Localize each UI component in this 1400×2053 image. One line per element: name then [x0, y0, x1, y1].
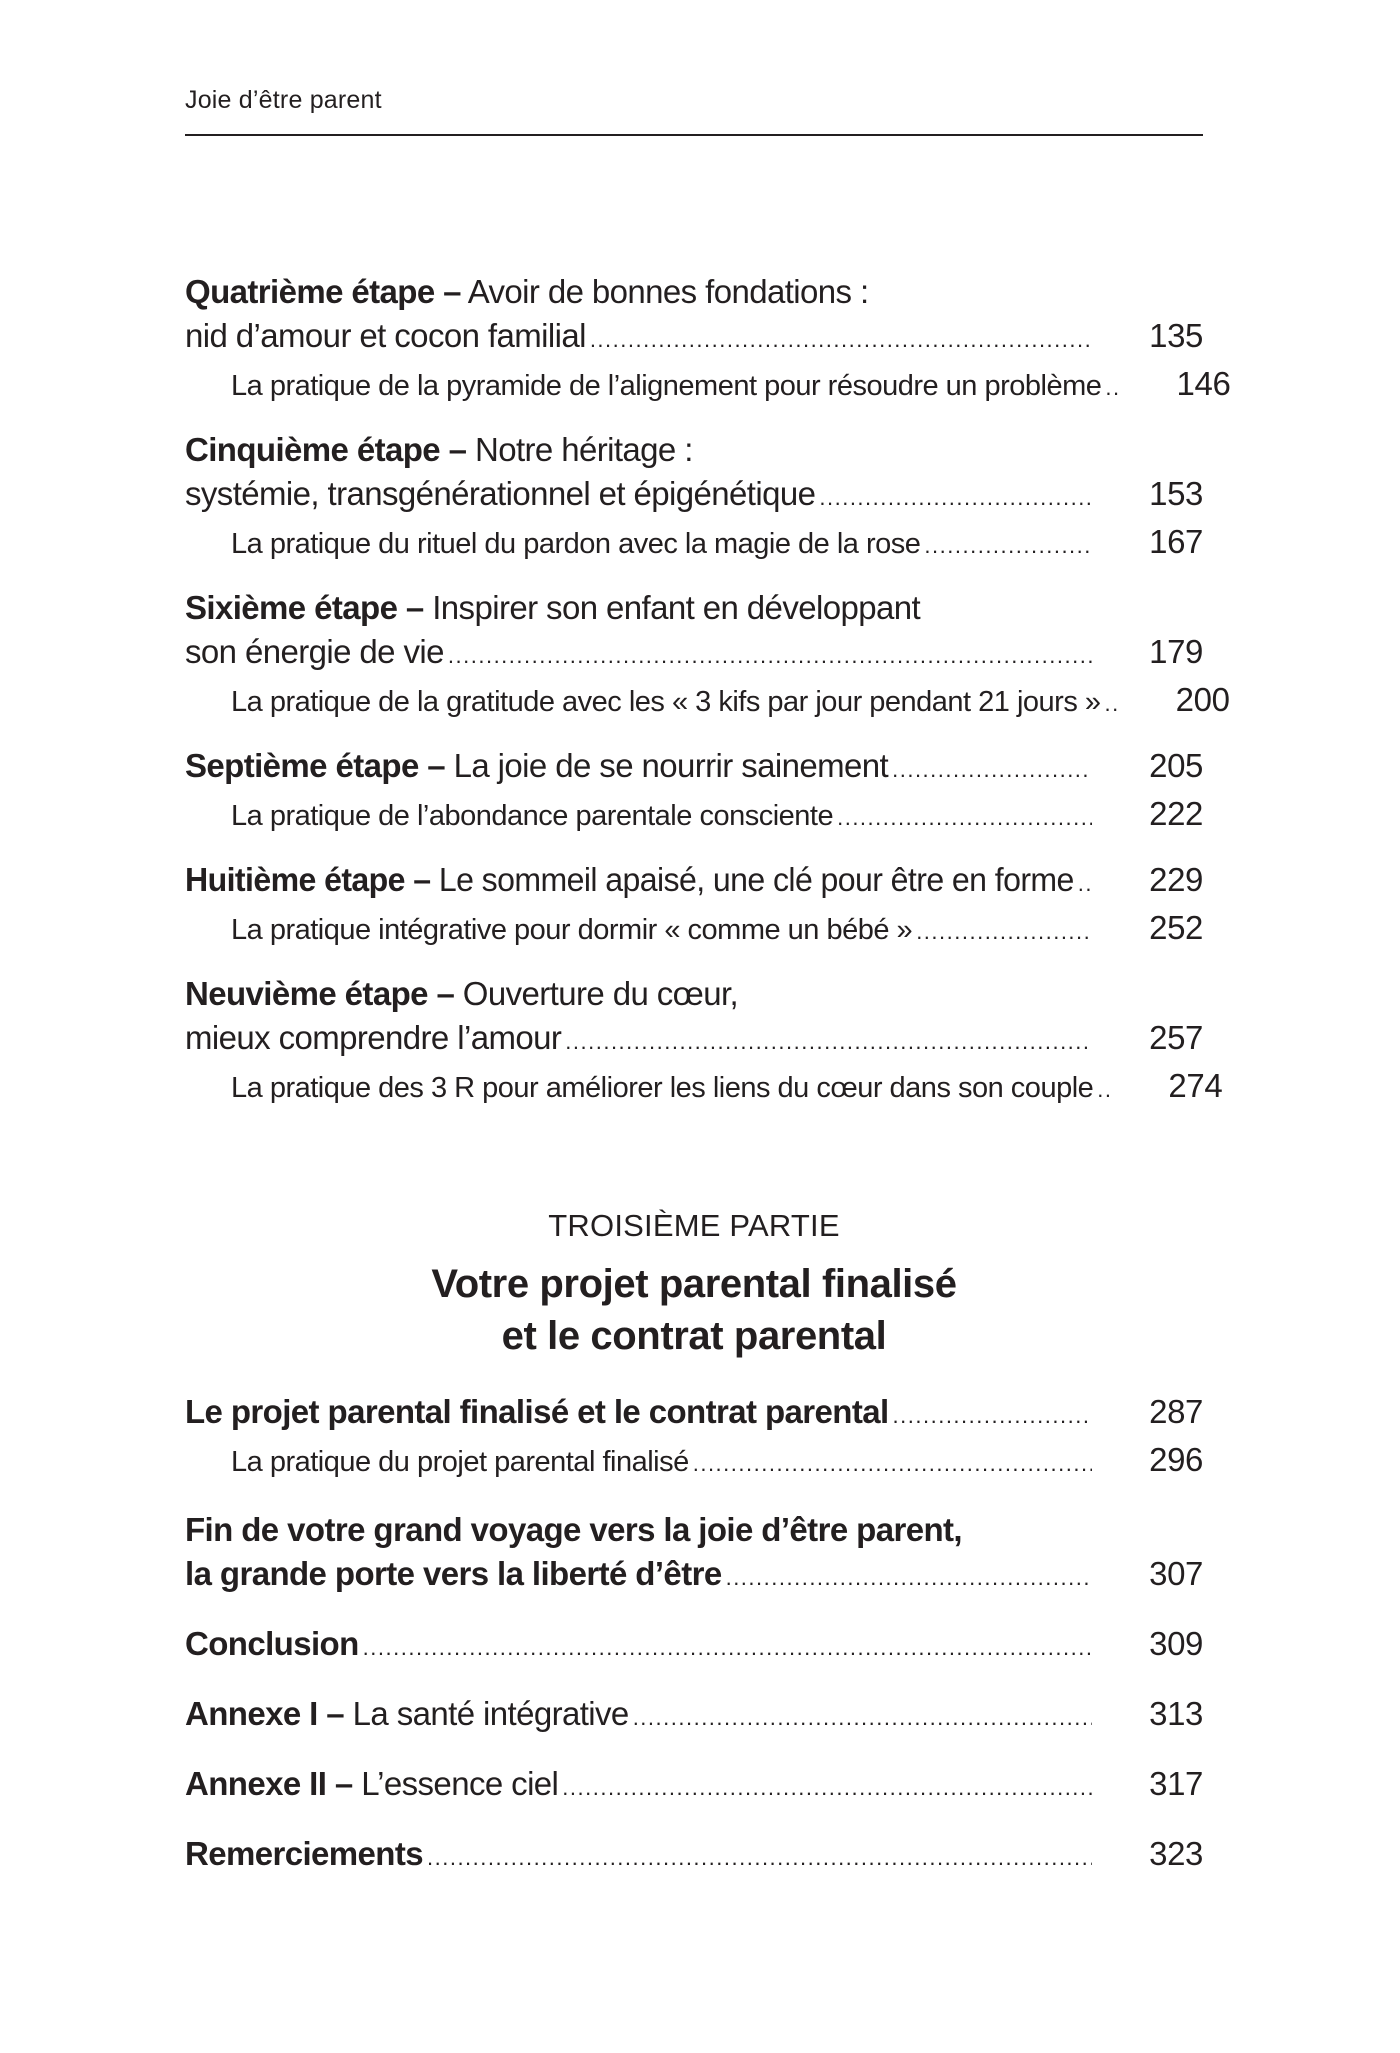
- sub-entry-title: La pratique du projet parental finalisé: [231, 1446, 689, 1478]
- toc-entry[interactable]: [185, 1622, 1203, 1670]
- chapter-title: La joie de se nourrir sainement: [453, 747, 889, 784]
- chapter-title-continued: nid d’amour et cocon familial: [185, 317, 586, 354]
- chapter-title-continued: la grande porte vers la liberté d’être: [185, 1555, 722, 1592]
- page-number: 146: [1176, 365, 1231, 402]
- page-number: 200: [1175, 681, 1230, 718]
- sub-entry-title: La pratique de la pyramide de l’alignement pour résoudre un problème: [231, 370, 1102, 402]
- page-number: 153: [1149, 475, 1203, 512]
- toc-entry[interactable]: [185, 1552, 1203, 1600]
- chapter-lead: Cinquième étape –: [185, 431, 467, 468]
- page-number: 135: [1149, 317, 1203, 354]
- dot-leader: [427, 1836, 1092, 1880]
- chapter-lead: Neuvième étape –: [185, 975, 455, 1012]
- sub-entry-title: La pratique intégrative pour dormir « comme un bébé »: [231, 914, 913, 946]
- table-of-contents: [185, 270, 1231, 1130]
- page-number: 313: [1149, 1695, 1203, 1732]
- sub-entry-title: La pratique des 3 R pour améliorer les liens du cœur dans son couple: [231, 1072, 1094, 1104]
- toc-entry[interactable]: [185, 1692, 1203, 1740]
- dot-leader: [837, 796, 1092, 840]
- chapter-title-continued: mieux comprendre l’amour: [185, 1019, 562, 1056]
- toc-chapter-projet: [185, 1390, 1203, 1486]
- toc-sub-entry[interactable]: [185, 520, 1203, 568]
- toc-chapter-neuvieme: [185, 972, 1223, 1112]
- toc-entry[interactable]: [185, 630, 1203, 678]
- page-number: 274: [1168, 1067, 1223, 1104]
- page-number: 257: [1149, 1019, 1203, 1056]
- chapter-title: Ouverture du cœur,: [462, 975, 739, 1012]
- chapter-title: La santé intégrative: [352, 1695, 629, 1732]
- toc-chapter-title-line: [185, 270, 1203, 314]
- toc-entry[interactable]: [185, 314, 1203, 362]
- part-title-line: et le contrat parental: [501, 1314, 887, 1358]
- chapter-title: Notre héritage :: [474, 431, 693, 468]
- page-number: 222: [1149, 795, 1203, 832]
- sub-entry-title: La pratique de l’abondance parentale consciente: [231, 800, 834, 832]
- chapter-lead: Quatrième étape –: [185, 273, 461, 310]
- page-number: 205: [1149, 747, 1203, 784]
- dot-leader: [1097, 1068, 1111, 1112]
- dot-leader: [726, 1556, 1092, 1600]
- chapter-title: Le sommeil apaisé, une clé pour être en forme: [438, 861, 1074, 898]
- page-number: 179: [1149, 633, 1203, 670]
- dot-leader: [562, 1766, 1092, 1810]
- dot-leader: [892, 748, 1092, 792]
- dot-leader: [565, 1020, 1092, 1064]
- chapter-lead: Septième étape –: [185, 747, 446, 784]
- page-number: 287: [1149, 1393, 1203, 1430]
- page-number: 252: [1149, 909, 1203, 946]
- toc-chapter-quatrieme: [185, 270, 1231, 410]
- toc-entry[interactable]: [185, 858, 1203, 906]
- toc-sub-entry[interactable]: [185, 678, 1230, 726]
- chapter-lead: Huitième étape –: [185, 861, 431, 898]
- toc-chapter-sixieme: [185, 586, 1230, 726]
- dot-leader: [590, 318, 1092, 362]
- toc-chapter-annexe-2: [185, 1762, 1203, 1810]
- toc-sub-entry[interactable]: [185, 792, 1203, 840]
- toc-sub-entry[interactable]: [185, 1438, 1203, 1486]
- toc-chapter-septieme: [185, 744, 1203, 840]
- toc-chapter-title-line: [185, 586, 1203, 630]
- dot-leader: [916, 910, 1092, 954]
- toc-chapter-fin: [185, 1508, 1203, 1600]
- chapter-title-continued: systémie, transgénérationnel et épigénétique: [185, 475, 816, 512]
- sub-entry-title: La pratique de la gratitude avec les « 3 kifs par jour pendant 21 jours »: [231, 686, 1101, 718]
- toc-sub-entry[interactable]: [185, 362, 1231, 410]
- toc-chapter-huitieme: [185, 858, 1203, 954]
- chapter-title: L’essence ciel: [361, 1765, 559, 1802]
- chapter-lead: Annexe I –: [185, 1695, 345, 1732]
- toc-chapter-remerciements: [185, 1832, 1203, 1880]
- toc-entry[interactable]: [185, 1832, 1203, 1880]
- chapter-title: Fin de votre grand voyage vers la joie d’être parent,: [185, 1511, 962, 1548]
- page-number: 317: [1149, 1765, 1203, 1802]
- page-number: 307: [1149, 1555, 1203, 1592]
- dot-leader: [448, 634, 1092, 678]
- dot-leader: [633, 1696, 1092, 1740]
- dot-leader: [1078, 862, 1092, 906]
- dot-leader: [924, 524, 1092, 568]
- page-number: 229: [1149, 861, 1203, 898]
- chapter-title: Le projet parental finalisé et le contrat parental: [185, 1393, 889, 1430]
- toc-entry[interactable]: [185, 1390, 1203, 1438]
- dot-leader: [819, 476, 1092, 520]
- dot-leader: [893, 1394, 1092, 1438]
- chapter-title: Remerciements: [185, 1835, 423, 1872]
- part-heading: [185, 1204, 1203, 1362]
- dot-leader: [1105, 682, 1119, 726]
- table-of-contents-part-three: [185, 1390, 1203, 1902]
- toc-entry[interactable]: [185, 1016, 1203, 1064]
- page-number: 167: [1149, 523, 1203, 560]
- page-number: 309: [1149, 1625, 1203, 1662]
- toc-sub-entry[interactable]: [185, 1064, 1223, 1112]
- toc-entry[interactable]: [185, 744, 1203, 792]
- toc-sub-entry[interactable]: [185, 906, 1203, 954]
- dot-leader: [363, 1626, 1092, 1670]
- sub-entry-title: La pratique du rituel du pardon avec la magie de la rose: [231, 528, 921, 560]
- toc-chapter-title-line: [185, 428, 1203, 472]
- toc-entry[interactable]: [185, 472, 1203, 520]
- chapter-title: Avoir de bonnes fondations :: [467, 273, 869, 310]
- toc-chapter-cinquieme: [185, 428, 1203, 568]
- chapter-title-continued: son énergie de vie: [185, 633, 444, 670]
- toc-chapter-title-line: [185, 1508, 1203, 1552]
- part-title-line: Votre projet parental finalisé: [431, 1262, 957, 1306]
- toc-chapter-annexe-1: [185, 1692, 1203, 1740]
- chapter-title: Conclusion: [185, 1625, 359, 1662]
- page-number: 323: [1149, 1835, 1203, 1872]
- chapter-lead: Annexe II –: [185, 1765, 353, 1802]
- toc-chapter-title-line: [185, 972, 1203, 1016]
- dot-leader: [1105, 366, 1119, 410]
- toc-entry[interactable]: [185, 1762, 1203, 1810]
- toc-chapter-conclusion: [185, 1622, 1203, 1670]
- dot-leader: [693, 1442, 1092, 1486]
- running-head-title: Joie d’être parent: [185, 86, 382, 114]
- part-title: [185, 1258, 1203, 1362]
- chapter-lead: Sixième étape –: [185, 589, 424, 626]
- header-rule: [185, 134, 1203, 136]
- chapter-title: Inspirer son enfant en développant: [432, 589, 921, 626]
- part-label: TROISIÈME PARTIE: [548, 1208, 840, 1243]
- page-number: 296: [1149, 1441, 1203, 1478]
